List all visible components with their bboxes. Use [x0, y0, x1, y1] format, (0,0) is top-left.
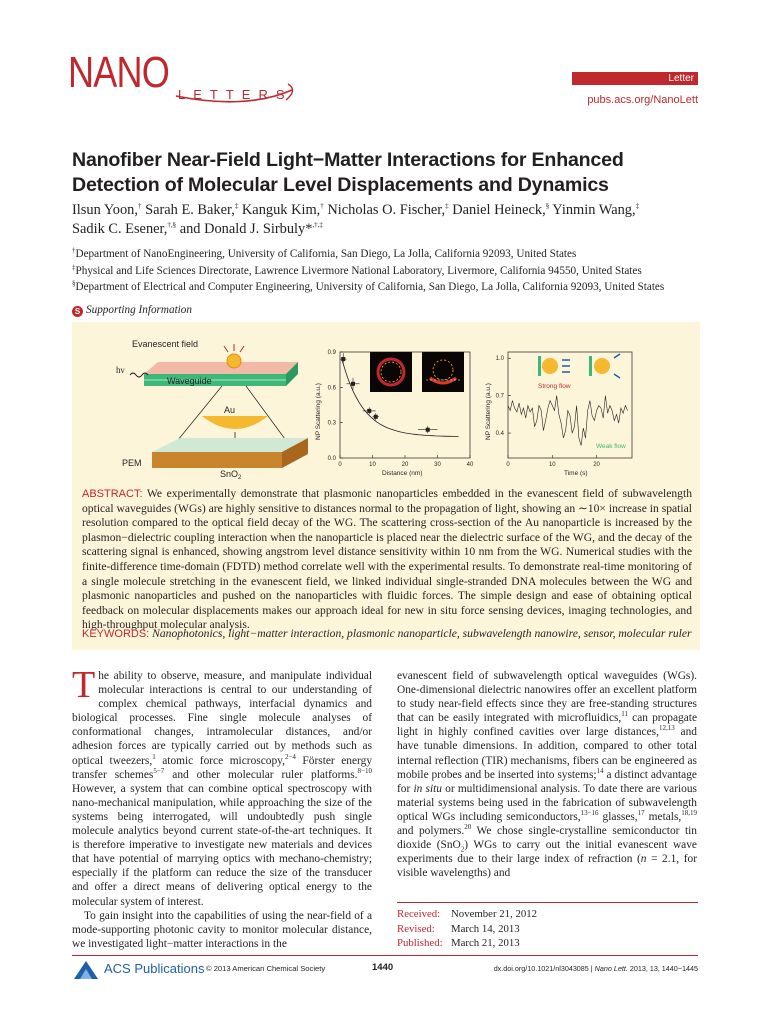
affiliation-mark: † — [137, 202, 142, 211]
text-run: atomic force microscopy, — [155, 754, 285, 767]
text-run: and other molecular ruler platforms. — [164, 768, 358, 781]
abstract-label: ABSTRACT: — [82, 488, 143, 500]
x-tick-label: 40 — [466, 462, 474, 468]
text-run: However, a system that can combine optical spectroscopy with nano-mechanical manipulation, while approaching the size of the systems being interrogated, will undoubtedly push single molecule analytics beyond current state-of-the-art techniques. It is therefore imperative to investigate new materials and devices that have potential of marrying optics with mechano-chemistry; especially if the platform can reduce the size of the transducer and offer a direct means of delivering optical energy to the molecular system of interest. — [72, 782, 372, 908]
text-run: he ability to observe, measure, and manipulate individual molecular interactions is central to our understanding of complex chemical pathways, interfacial dynamics and biological processes. Fine single molecule analyses of conformational changes, intramolecular distances, and/or adhesion forces are typically carried out by methods such as optical tweezers, — [72, 670, 372, 767]
affiliation-mark: ,†,‡ — [312, 221, 323, 230]
y-tick-label: 0.7 — [495, 393, 504, 400]
scattering-trace — [508, 396, 628, 446]
pem-label: PEM — [122, 458, 142, 468]
text-run: and have tunable dimensions. In addition, compared to other total internal reflection (TIR) mechanisms, fibers can be engineered as mobile probes and be inserted into systems; — [397, 726, 697, 781]
supporting-info-link[interactable] — [72, 304, 192, 317]
citation-ref[interactable]: 18,19 — [681, 809, 697, 818]
au-particle-zoom — [202, 416, 268, 429]
drop-cap: T — [72, 664, 96, 706]
x-tick-label: 10 — [548, 462, 556, 468]
waveguide-icon — [589, 356, 592, 376]
text-run: ) WGs to carry out the initial evanescent wave experiments due to their large index of refraction ( — [397, 839, 697, 866]
text-run: evanescent field of subwavelength optical waveguides (WGs). One-dimensional dielectric nanowires offer an excellent platform to study near-field effects since they are free-standing structures that can be easily integrated with microfluidics, — [397, 670, 697, 725]
author-name[interactable]: and Donald J. Sirbuly* — [176, 221, 313, 237]
affiliation-line — [72, 246, 712, 263]
citation-ref[interactable]: 20 — [464, 823, 472, 832]
citation-ref[interactable]: 8−10 — [357, 766, 372, 775]
affiliation-mark: ‡ — [72, 262, 76, 271]
acs-logo-icon — [72, 959, 102, 981]
affiliation-mark: †,§ — [167, 221, 177, 230]
hv-label: hν — [116, 365, 125, 375]
supporting-info-label: Supporting Information — [86, 304, 192, 316]
journal-url-link[interactable]: pubs.acs.org/NanoLett — [587, 94, 698, 106]
author-name[interactable]: Ilsun Yoon, — [72, 202, 138, 218]
flow-arrows-icon — [614, 354, 620, 378]
y-axis-label: NP Scattering (a.u.) — [485, 383, 492, 440]
weak-flow-label: Weak flow — [596, 443, 626, 450]
affiliation-mark: § — [72, 279, 76, 288]
data-point — [374, 415, 378, 419]
author-name[interactable]: Kanguk Kim, — [238, 202, 321, 218]
footer-divider — [72, 955, 698, 956]
affiliation-mark: † — [320, 202, 324, 211]
body-column-left — [72, 664, 373, 951]
author-name[interactable]: Nicholas O. Fischer, — [323, 202, 446, 218]
text-run: or multidimensional analysis. To date there are various material systems being used in the fabrication of subwavelength optical WGs including semiconductors, — [397, 782, 697, 823]
date-label: Published: — [397, 937, 443, 949]
date-label: Revised: — [397, 922, 435, 935]
paragraph: To gain insight into the capabilities of using the near-field of a mode-supporting photonic cavity to monitor molecular distance, we investigated light−matter interactions in the — [72, 909, 372, 950]
doi-citation[interactable] — [440, 964, 698, 973]
author-name[interactable]: Sarah E. Baker, — [141, 202, 235, 218]
affiliations — [72, 246, 712, 296]
subscript: 2 — [460, 845, 465, 854]
keywords — [82, 627, 692, 642]
affiliation-mark: ‡ — [234, 202, 239, 211]
affiliation-line — [72, 279, 712, 296]
citation-ref[interactable]: 11 — [621, 710, 629, 719]
text-run: n — [640, 853, 647, 866]
journal-logo-subtitle: LETTERS — [178, 87, 293, 102]
affiliation-text: Physical and Life Sciences Directorate, Lawrence Livermore National Laboratory, Livermore, California 94550, United States — [75, 264, 642, 277]
pem-layer — [152, 438, 308, 452]
sno2-substrate — [152, 452, 282, 468]
nanoparticle-icon — [594, 358, 610, 374]
y-tick-label: 0.0 — [327, 456, 336, 462]
text-run: metals, — [644, 810, 682, 823]
au-label: Au — [224, 405, 236, 415]
volume-pages: 2013, 13, 1440−1445 — [627, 964, 698, 973]
author-name[interactable]: Sadik C. Esener, — [72, 221, 168, 237]
date-row — [397, 907, 537, 922]
abstract-body: We experimentally demonstrate that plasmonic nanoparticles embedded in the evanescent field of subwavelength optical waveguides (WGs) are highly sensitive to distances normal to the propagation of light, showing an ∼10× increase in spatial resolution compared to the optical field decay of the WG. The scattering cross-section of the Au nanoparticle is increased by the plasmon−dielectric coupling interaction when the nanoparticle is placed near the dielectric surface of the WG, and the decay of the scattering signal is enhanced, showing angstrom level distance sensitivity within 10 nm from the WG. Numerical studies with the finite-difference time-domain (FDTD) method correlate well with the experimental results. To demonstrate real-time monitoring of a single molecule stretching in the evanescent field, we linked individual single-stranded DNA molecules between the WG and plasmonic nanoparticles and pushed on the nanoparticles with fluidic forces. The simple design and ease of obtaining optical feedback on molecular displacements makes our approach ideal for new in situ force sensing devices, imaging technologies, and high-throughput molecular analysis. — [82, 487, 692, 632]
page-number: 1440 — [372, 962, 394, 973]
article-title: Nanofiber Near-Field Light−Matter Interactions for Enhanced Detection of Molecular Level Displacements and Dynamics — [72, 149, 624, 196]
date-value: March 21, 2013 — [451, 937, 520, 949]
date-value: March 14, 2013 — [451, 922, 520, 935]
x-tick-label: 10 — [369, 462, 376, 468]
affiliation-mark: † — [72, 246, 76, 255]
waveguide-icon — [538, 356, 541, 376]
date-value: November 21, 2012 — [451, 908, 538, 920]
x-tick-label: 30 — [434, 462, 441, 468]
paragraph — [72, 664, 373, 909]
citation-ref[interactable]: 12,13 — [658, 724, 675, 733]
distance-plot — [315, 350, 474, 477]
affiliation-text: Department of NanoEngineering, University of California, San Diego, La Jolla, California 92093, United States — [75, 248, 577, 260]
y-tick-label: 0.9 — [327, 350, 336, 356]
abstract — [82, 487, 692, 633]
body-column-right — [397, 669, 697, 880]
x-tick-label: 0 — [506, 462, 510, 468]
y-tick-label: 0.3 — [327, 420, 336, 427]
nanoparticle-icon — [542, 358, 558, 374]
author-name[interactable]: Daniel Heineck, — [448, 202, 546, 218]
flow-arrows-icon — [562, 360, 570, 372]
y-tick-label: 1.0 — [495, 356, 504, 363]
keywords-label: KEYWORDS: — [82, 628, 150, 640]
y-ticks — [496, 356, 511, 437]
dates-divider — [397, 902, 698, 903]
journal-abbrev: Nano Lett. — [594, 964, 628, 973]
x-ticks — [338, 455, 474, 468]
copyright: © 2013 American Chemical Society — [206, 964, 326, 973]
doi-text: dx.doi.org/10.1021/nl3043085 | — [493, 964, 595, 973]
author-list — [72, 201, 712, 239]
text-run: a distinct advantage for — [397, 768, 697, 795]
schematic-panel — [116, 339, 308, 481]
scatter-rays-icon — [224, 344, 244, 352]
publication-dates — [397, 907, 537, 951]
toc-figure — [72, 322, 700, 482]
evanescent-layer — [144, 362, 298, 374]
affiliation-mark: ‡ — [635, 202, 640, 211]
waveguide-label: Waveguide — [167, 376, 212, 386]
x-axis-label: Time (s) — [564, 470, 588, 477]
text-run: and polymers. — [397, 825, 465, 838]
y-tick-label: 0.6 — [327, 385, 336, 392]
x-tick-label: 20 — [593, 462, 600, 468]
affiliation-line — [72, 263, 712, 280]
text-run: = 2.1, for visible wavelengths) and — [397, 853, 697, 880]
affiliation-mark: ‡ — [445, 202, 449, 211]
citation-ref[interactable]: 17 — [637, 809, 645, 818]
affiliation-text: Department of Electrical and Computer Engineering, University of California, San Diego, La Jolla, California 92093, United States — [75, 281, 665, 293]
author-name[interactable]: Yinmin Wang, — [549, 202, 636, 218]
x-ticks — [506, 455, 600, 468]
citation-ref[interactable]: 13−16 — [580, 809, 599, 818]
supporting-info-icon: S — [72, 306, 83, 317]
affiliation-mark: § — [545, 202, 550, 211]
text-run: can propagate light in highly confined cavities over large distances, — [397, 712, 697, 739]
gold-nanoparticle — [227, 354, 241, 368]
x-axis-label: Distance (nm) — [382, 470, 423, 477]
sno2-label: SnO$_2$ — [220, 469, 242, 481]
y-axis-label: NP Scattering (a.u.) — [315, 383, 322, 440]
strong-flow-label: Strong flow — [538, 383, 571, 390]
text-run: Förster energy transfer schemes — [72, 754, 373, 781]
x-tick-label: 20 — [401, 462, 409, 468]
y-tick-label: 0.4 — [495, 431, 504, 438]
data-point — [426, 428, 430, 432]
keywords-list: Nanophotonics, light−matter interaction, plasmonic nanoparticle, subwavelength nanowire, sensor, molecular ruler — [149, 627, 692, 640]
date-row — [397, 922, 537, 937]
data-point — [351, 382, 355, 386]
journal-logo: NANO — [68, 48, 169, 97]
citation-ref[interactable]: 2−4 — [284, 752, 296, 761]
text-run: in situ — [413, 782, 442, 795]
citation-ref[interactable]: 14 — [596, 766, 604, 775]
data-point — [341, 357, 345, 361]
text-run: We chose single-crystalline semiconductor tin dioxide (SnO — [397, 825, 697, 852]
citation-ref[interactable]: 1 — [152, 752, 156, 761]
scattering-image-inset — [422, 352, 464, 392]
article-type-badge: Letter — [572, 72, 698, 85]
text-run: glasses, — [598, 810, 638, 823]
x-tick-label: 0 — [338, 462, 342, 468]
time-trace-plot — [485, 352, 632, 477]
data-point — [367, 409, 371, 413]
evanescent-label: Evanescent field — [132, 339, 199, 349]
date-row — [397, 936, 537, 951]
y-ticks — [328, 350, 343, 462]
citation-ref[interactable]: 5−7 — [153, 766, 165, 775]
publisher-name[interactable]: ACS Publications — [104, 961, 205, 976]
date-label: Received: — [397, 908, 441, 920]
